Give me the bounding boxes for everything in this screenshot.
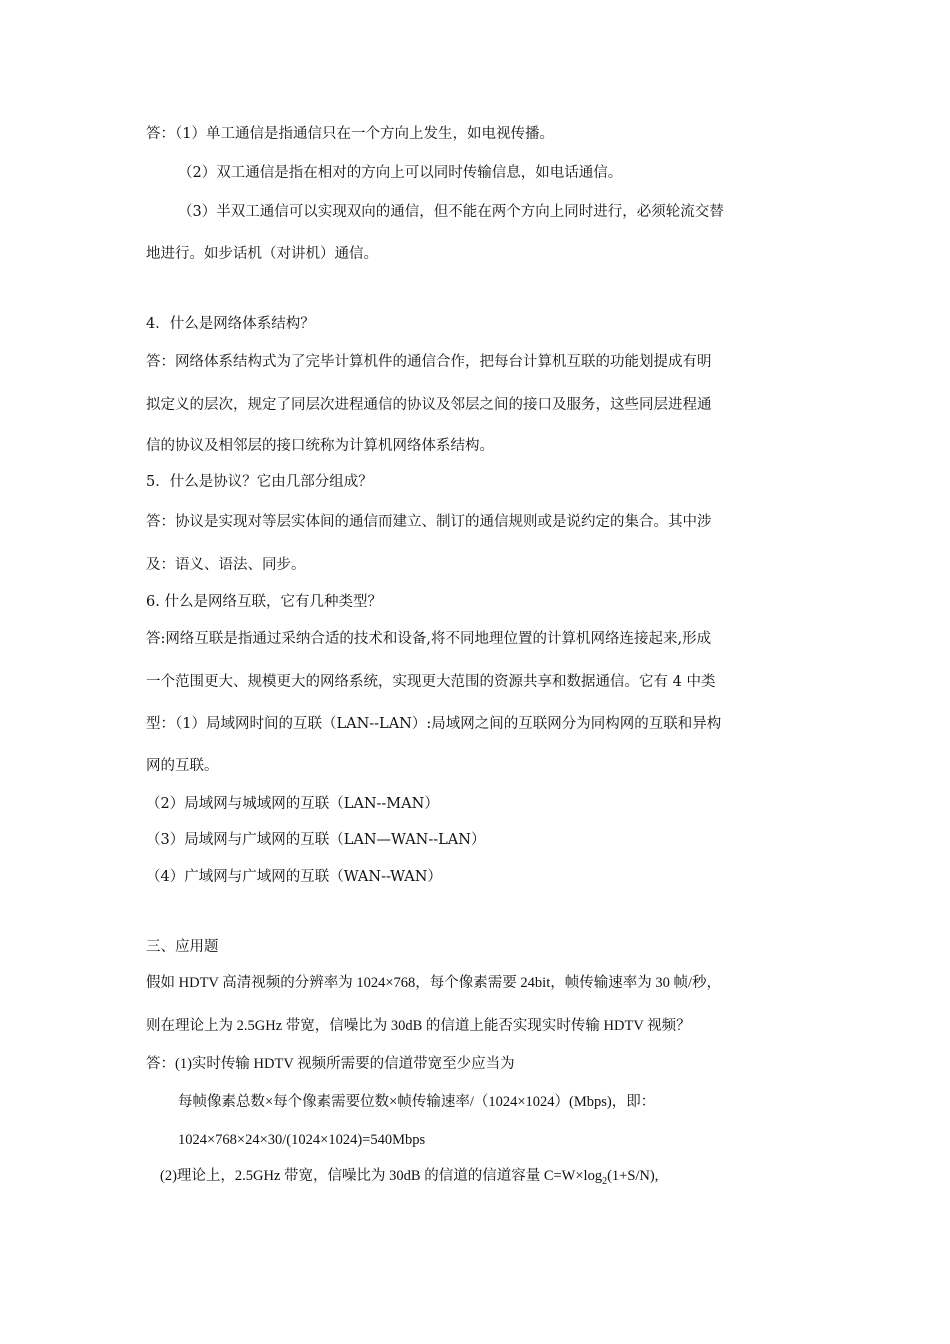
section-3-heading: 三、应用题 [146, 939, 219, 955]
solution-line-3 [160, 1166, 658, 1186]
log-base-subscript: 2 [602, 1175, 608, 1187]
answer-3-line-1: 答：（1）单工通信是指通信只在一个方向上发生，如电视传播。 [146, 126, 554, 142]
question-5-heading: 5．什么是协议？它由几部分组成？ [146, 474, 373, 490]
answer-6-line-3: 型：（1）局域网时间的互联（LAN--LAN）:局域网之间的互联网分为同构网的互联和异构 [146, 716, 722, 732]
answer-5-line-2: 及：语义、语法、同步。 [146, 557, 306, 573]
answer-6-type-4: （4）广域网与广域网的互联（WAN--WAN） [146, 869, 442, 885]
answer-6-line-1: 答:网络互联是指通过采纳合适的技术和设备,将不同地理位置的计算机网络连接起来,形成 [146, 631, 712, 647]
problem-line-1: 假如 HDTV 高清视频的分辨率为 1024×768，每个像素需要 24bit，帧传输速率为 30 帧/秒， [146, 975, 722, 991]
answer-3-line-2: （2）双工通信是指在相对的方向上可以同时传输信息，如电话通信。 [178, 165, 623, 181]
problem-line-2: 则在理论上为 2.5GHz 带宽，信噪比为 30dB 的信道上能否实现实时传输 HDTV 视频？ [146, 1018, 691, 1034]
solution-line-1: 答：(1)实时传输 HDTV 视频所需要的信道带宽至少应当为 [146, 1056, 515, 1072]
solution-formula: 1024×768×24×30/(1024×1024)=540Mbps [178, 1132, 426, 1148]
solution-line-3-text: (2)理论上，2.5GHz 带宽，信噪比为 30dB 的信道的信道容量 C=W×log [160, 1168, 603, 1184]
answer-6-type-2: （2）局域网与城域网的互联（LAN--MAN） [146, 796, 439, 812]
question-6-heading: 6. 什么是网络互联，它有几种类型？ [146, 594, 382, 610]
answer-6-type-3: （3）局域网与广域网的互联（LAN—WAN--LAN） [146, 832, 486, 848]
answer-4-line-1: 答：网络体系结构式为了完毕计算机件的通信合作，把每台计算机互联的功能划提成有明 [146, 354, 712, 370]
question-4-heading: 4．什么是网络体系结构？ [146, 316, 315, 332]
solution-line-3-tail: (1+S/N), [607, 1168, 659, 1184]
answer-6-line-2: 一个范围更大、规模更大的网络系统，实现更大范围的资源共享和数据通信。它有 4 中类 [146, 674, 716, 690]
answer-3-line-4: 地进行。如步话机（对讲机）通信。 [146, 246, 378, 262]
answer-4-line-3: 信的协议及相邻层的接口统称为计算机网络体系结构。 [146, 438, 494, 454]
answer-5-line-1: 答：协议是实现对等层实体间的通信而建立、制订的通信规则或是说约定的集合。其中涉 [146, 514, 712, 530]
answer-3-line-3: （3）半双工通信可以实现双向的通信，但不能在两个方向上同时进行，必须轮流交替 [178, 204, 724, 220]
answer-4-line-2: 拟定义的层次，规定了同层次进程通信的协议及邻层之间的接口及服务，这些同层进程通 [146, 397, 712, 413]
solution-line-2: 每帧像素总数×每个像素需要位数×帧传输速率/（1024×1024）(Mbps)，即： [178, 1094, 656, 1110]
answer-6-line-4: 网的互联。 [146, 758, 219, 774]
